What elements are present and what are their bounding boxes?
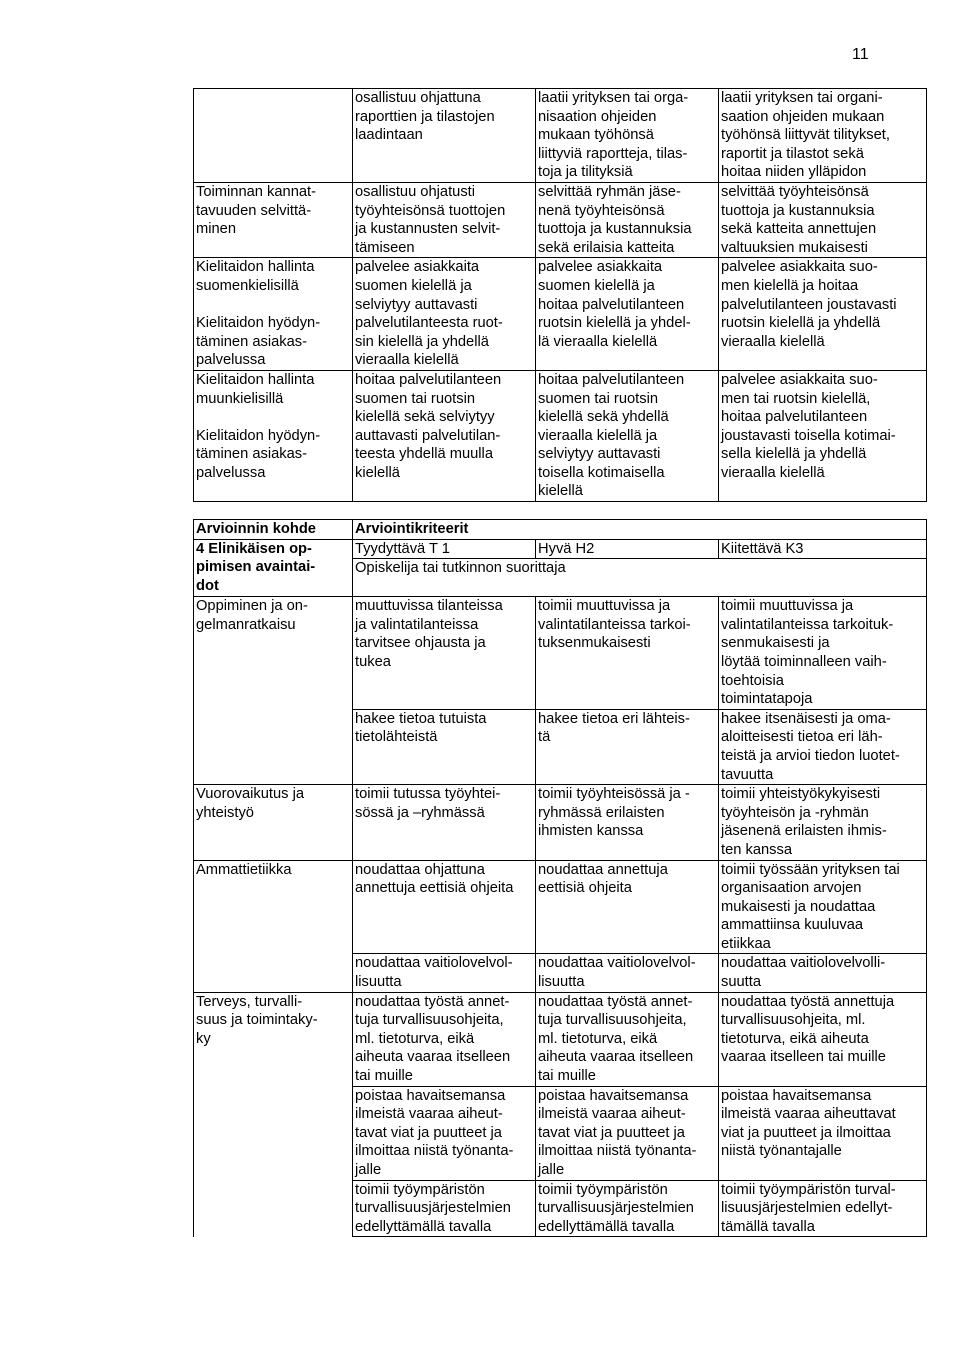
grade-h2-cell: palvelee asiakkaita suomen kielellä ja hoitaa palvelutilanteen ruotsin kielellä ja yhdel- lä vieraalla kielellä (536, 258, 719, 371)
grade-h2-cell: noudattaa annettuja eettisiä ohjeita (536, 860, 719, 954)
criterion-cell (194, 89, 353, 183)
table-row (194, 860, 927, 954)
table-row (194, 992, 927, 1086)
grade-h2-cell: toimii työyhteisössä ja - ryhmässä erilaisten ihmisten kanssa (536, 785, 719, 860)
grade-k3-cell: palvelee asiakkaita suo- men kielellä ja hoitaa palvelutilanteen joustavasti ruotsin kielellä ja yhdellä vieraalla kielellä (719, 258, 927, 371)
grade-h2: Hyvä H2 (536, 539, 719, 559)
criterion-cell: Toiminnan kannat- tavuuden selvittä- minen (194, 182, 353, 257)
grade-k3-cell: noudattaa vaitiolovelvolli- suutta (719, 954, 927, 992)
grade-k3-cell: palvelee asiakkaita suo- men tai ruotsin kielellä, hoitaa palvelutilanteen joustavasti toisella kotimai- sella kielellä ja yhdellä vieraalla kielellä (719, 370, 927, 501)
table-row (194, 597, 927, 710)
criterion-cell: Terveys, turvalli- suus ja toimintaky- ky (194, 992, 353, 1086)
criterion-cell (194, 709, 353, 784)
criterion-cell: Ammattietiikka (194, 860, 353, 954)
grade-k3-cell: toimii työssään yrityksen tai organisaation arvojen mukaisesti ja noudattaa ammattiinsa kuuluvaa etiikkaa (719, 860, 927, 954)
table-row (194, 1086, 927, 1180)
criterion-cell: Vuorovaikutus ja yhteistyö (194, 785, 353, 860)
grade-h2-cell: laatii yrityksen tai orga- nisaation ohjeiden mukaan työhönsä liittyviä raportteja, tilas- toja ja tilityksiä (536, 89, 719, 183)
grade-k3: Kiitettävä K3 (719, 539, 927, 559)
table-row (194, 89, 927, 183)
grade-t1-cell: noudattaa ohjattuna annettuja eettisiä ohjeita (353, 860, 536, 954)
criterion-cell: Kielitaidon hallinta muunkielisillä Kielitaidon hyödyn- täminen asiakas- palvelussa (194, 370, 353, 501)
grade-t1-cell: osallistuu ohjatusti työyhteisönsä tuottojen ja kustannusten selvit- tämiseen (353, 182, 536, 257)
grade-k3-cell: laatii yrityksen tai organi- saation ohjeiden mukaan työhönsä liittyvät tilitykset, raportit ja tilastot sekä hoitaa niiden ylläpidon (719, 89, 927, 183)
table-row (194, 785, 927, 860)
grade-t1-cell: palvelee asiakkaita suomen kielellä ja selviytyy auttavasti palvelutilanteesta ruot- sin kielellä ja yhdellä vieraalla kielellä (353, 258, 536, 371)
grade-k3-cell: selvittää työyhteisönsä tuottoja ja kustannuksia sekä katteita annettujen valtuuksien mukaisesti (719, 182, 927, 257)
grade-k3-cell: toimii työympäristön turval- lisuusjärjestelmien edellyt- tämällä tavalla (719, 1180, 927, 1237)
page-number: 11 (852, 46, 869, 63)
table-row (194, 182, 927, 257)
subject-label: Opiskelija tai tutkinnon suorittaja (353, 559, 927, 597)
grade-t1-cell: poistaa havaitsemansa ilmeistä vaaraa aiheut- tavat viat ja puutteet ja ilmoittaa niistä työnanta- jalle (353, 1086, 536, 1180)
table-row (194, 370, 927, 501)
grade-t1-cell: muuttuvissa tilanteissa ja valintatilanteissa tarvitsee ohjausta ja tukea (353, 597, 536, 710)
grade-t1-cell: noudattaa vaitiolovelvol- lisuutta (353, 954, 536, 992)
criterion-cell: Kielitaidon hallinta suomenkielisillä Kielitaidon hyödyn- täminen asiakas- palvelussa (194, 258, 353, 371)
criterion-cell (194, 1180, 353, 1237)
grade-k3-cell: hakee itsenäisesti ja oma- aloitteisesti tietoa eri läh- teistä ja arvioi tiedon luotet- tavuutta (719, 709, 927, 784)
grade-t1-cell: hoitaa palvelutilanteen suomen tai ruotsin kielellä sekä selviytyy auttavasti palvelutilan- teesta yhdellä muulla kielellä (353, 370, 536, 501)
grade-row (194, 539, 927, 559)
grade-h2-cell: poistaa havaitsemansa ilmeistä vaaraa aiheut- tavat viat ja puutteet ja ilmoittaa niistä työnanta- jalle (536, 1086, 719, 1180)
upper-criteria-table (193, 88, 927, 502)
table-row (194, 258, 927, 371)
criterion-cell (194, 1086, 353, 1180)
header-row (194, 520, 927, 540)
header-kriteerit: Arviointikriteerit (353, 520, 927, 540)
grade-h2-cell: noudattaa vaitiolovelvol- lisuutta (536, 954, 719, 992)
grade-h2-cell: selvittää ryhmän jäse- nenä työyhteisönsä tuottoja ja kustannuksia sekä erilaisia katteita (536, 182, 719, 257)
grade-k3-cell: poistaa havaitsemansa ilmeistä vaaraa aiheuttavat viat ja puutteet ja ilmoittaa niistä työnantajalle (719, 1086, 927, 1180)
grade-t1: Tyydyttävä T 1 (353, 539, 536, 559)
grade-t1-cell: osallistuu ohjattuna raporttien ja tilastojen laadintaan (353, 89, 536, 183)
grade-t1-cell: toimii tutussa työyhtei- sössä ja –ryhmässä (353, 785, 536, 860)
grade-t1-cell: hakee tietoa tutuista tietolähteistä (353, 709, 536, 784)
grade-h2-cell: hoitaa palvelutilanteen suomen tai ruotsin kielellä sekä yhdellä vieraalla kielellä ja selviytyy auttavasti toisella kotimaisella kielellä (536, 370, 719, 501)
table-row (194, 1180, 927, 1237)
criterion-cell: Oppiminen ja on- gelmanratkaisu (194, 597, 353, 710)
section-title: 4 Elinikäisen op- pimisen avaintai- dot (194, 539, 353, 597)
grade-t1-cell: noudattaa työstä annet- tuja turvallisuusohjeita, ml. tietoturva, eikä aiheuta vaaraa itselleen tai muille (353, 992, 536, 1086)
table-row (194, 954, 927, 992)
grade-k3-cell: toimii yhteistyökykyisesti työyhteisön ja -ryhmän jäsenenä erilaisten ihmis- ten kanssa (719, 785, 927, 860)
grade-h2-cell: toimii työympäristön turvallisuusjärjestelmien edellyttämällä tavalla (536, 1180, 719, 1237)
lower-criteria-table (193, 519, 927, 1237)
header-kohde: Arvioinnin kohde (194, 520, 353, 540)
table-row (194, 709, 927, 784)
grade-h2-cell: hakee tietoa eri lähteis- tä (536, 709, 719, 784)
grade-k3-cell: noudattaa työstä annettuja turvallisuusohjeita, ml. tietoturva, eikä aiheuta vaaraa itselleen tai muille (719, 992, 927, 1086)
grade-h2-cell: noudattaa työstä annet- tuja turvallisuusohjeita, ml. tietoturva, eikä aiheuta vaaraa itselleen tai muille (536, 992, 719, 1086)
grade-h2-cell: toimii muuttuvissa ja valintatilanteissa tarkoi- tuksenmukaisesti (536, 597, 719, 710)
criterion-cell (194, 954, 353, 992)
grade-k3-cell: toimii muuttuvissa ja valintatilanteissa tarkoituk- senmukaisesti ja löytää toiminnalleen vaih- toehtoisia toimintatapoja (719, 597, 927, 710)
grade-t1-cell: toimii työympäristön turvallisuusjärjestelmien edellyttämällä tavalla (353, 1180, 536, 1237)
